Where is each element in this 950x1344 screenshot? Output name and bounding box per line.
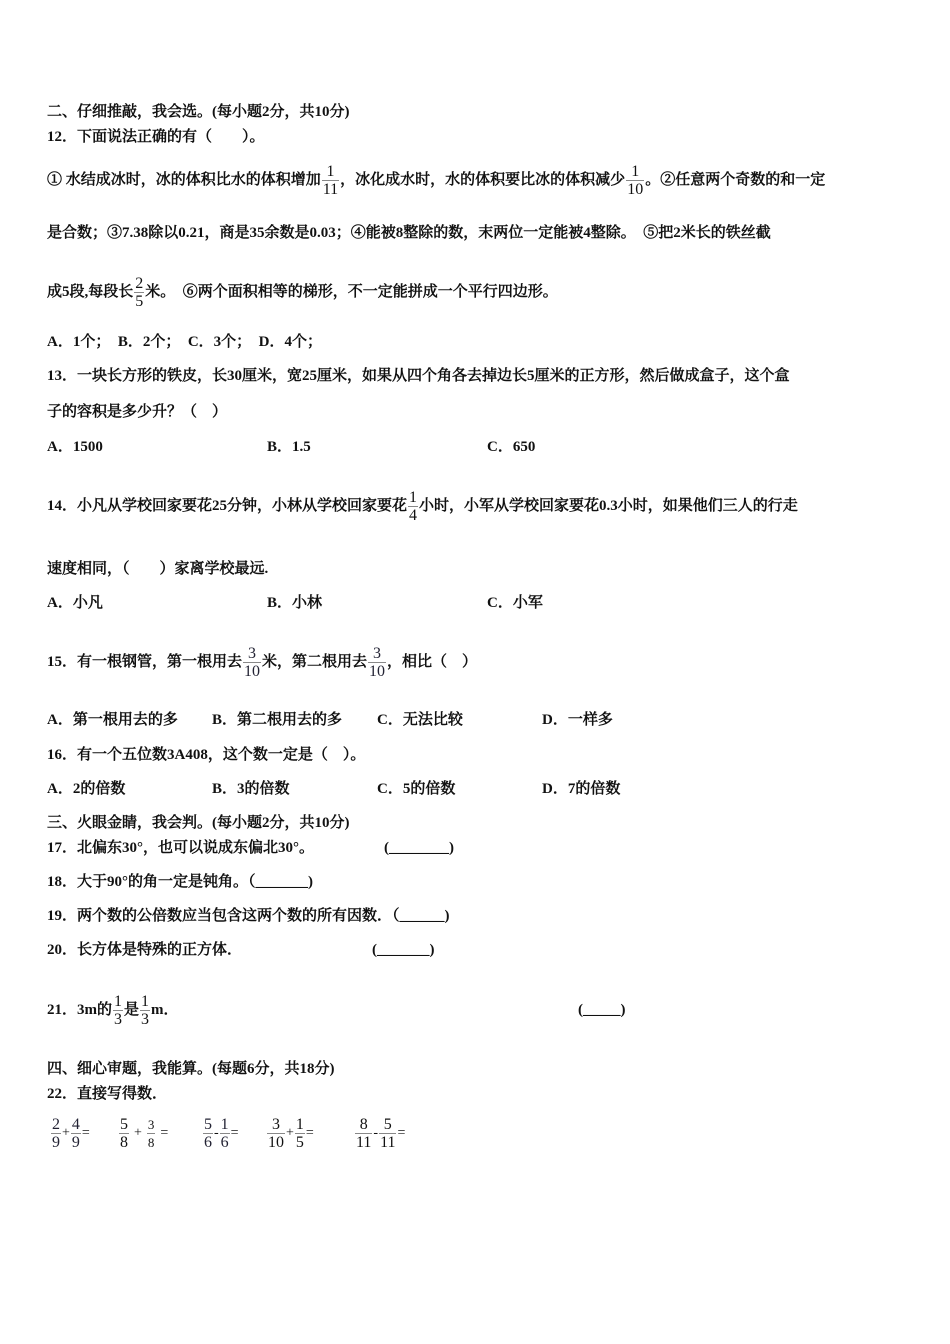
q12-line1	[47, 160, 825, 200]
q12-options: A．1个； B．2个； C．3个； D．4个；	[47, 334, 323, 350]
q15-option-d: D．一样多	[542, 712, 613, 728]
q21-stem	[47, 988, 179, 1032]
q16-option-a: A．2的倍数	[47, 781, 126, 797]
text: m．	[151, 1002, 179, 1018]
q16-option-c: C．5的倍数	[377, 781, 456, 797]
fraction: $\frac{1}{4}$	[409, 489, 418, 525]
q13-line1: 13．一块长方形的铁皮，长30厘米，宽25厘米，如果从四个角各去掉边长5厘米的正方形，然后做成盒子，这个盒	[47, 368, 790, 384]
text: ① 水结成冰时，冰的体积比水的体积增加	[47, 172, 321, 188]
q15-option-c: C．无法比较	[377, 712, 463, 728]
q12-line2: 是合数；③7.38除以0.21，商是35余数是0.03；④能被8整除的数，末两位一定能被4整除。 ⑤把2米长的铁丝截	[47, 225, 771, 241]
text: 小时，小军从学校回家要花0.3小时，如果他们三人的行走	[419, 498, 798, 514]
q20-stem: 20．长方体是特殊的正方体．	[47, 942, 243, 958]
text: 14．小凡从学校回家要花25分钟，小林从学校回家要花	[47, 498, 408, 514]
q13-option-b: B．1.5	[267, 439, 311, 455]
q12-stem: 12．下面说法正确的有（ ）。	[47, 129, 265, 145]
q18-stem: 18．大于90°的角一定是钝角。（_______)	[47, 874, 313, 890]
fraction: $\frac{1}{3}$	[114, 993, 122, 1029]
q14-line2: 速度相同，（ ）家离学校最远.	[47, 561, 269, 577]
q16-stem: 16．有一个五位数3A408，这个数一定是（ ）。	[47, 747, 366, 763]
q20-answer-blank[interactable]: (_______)	[372, 942, 435, 958]
q14-option-c: C．小军	[487, 595, 543, 611]
fraction: $\frac{1}{10}$	[627, 163, 644, 199]
q14-option-a: A．小凡	[47, 595, 103, 611]
q14-line1	[47, 484, 798, 528]
q16-option-b: B．3的倍数	[212, 781, 290, 797]
calc-item-4: $\frac{3}{10}$ + $\frac{1}{5}$ =	[268, 1116, 314, 1151]
q15-stem	[47, 640, 477, 684]
q15-option-b: B．第二根用去的多	[212, 712, 343, 728]
q15-option-a: A．第一根用去的多	[47, 712, 178, 728]
fraction: $\frac{3}{10}$	[369, 645, 386, 681]
text: 米。 ⑥两个面积相等的梯形，不一定能拼成一个平行四边形。	[145, 284, 558, 300]
text: ，相比（ ）	[387, 654, 478, 670]
calc-item-3: $\frac{5}{6}$ - $\frac{1}{6}$ =	[204, 1116, 239, 1151]
text: 21．3m的	[47, 1002, 112, 1018]
text: 成5段,每段长	[47, 284, 134, 300]
text: 。②任意两个奇数的和一定	[645, 172, 826, 188]
text: ，冰化成水时，水的体积要比冰的体积减少	[340, 172, 626, 188]
section-4-title: 四、细心审题，我能算。(每题6分，共18分)	[47, 1061, 335, 1077]
q14-option-b: B．小林	[267, 595, 323, 611]
q17-stem: 17．北偏东30°，也可以说成东偏北30°。	[47, 840, 314, 856]
section-3-title: 三、火眼金睛，我会判。(每小题2分，共10分)	[47, 815, 350, 831]
q12-line3	[47, 272, 558, 312]
fraction: $\frac{1}{11}$	[322, 163, 339, 199]
q16-option-d: D．7的倍数	[542, 781, 621, 797]
calc-item-2: $\frac{5}{8}$ + $\frac{3}{8}$ =	[120, 1116, 169, 1151]
text: 米，第二根用去	[262, 654, 368, 670]
calc-item-1: $\frac{2}{9}$ + $\frac{4}{9}$ =	[52, 1116, 90, 1151]
calc-item-5: $\frac{8}{11}$ - $\frac{5}{11}$ =	[356, 1116, 406, 1151]
q13-line2: 子的容积是多少升？（ ）	[47, 404, 228, 420]
q19-stem: 19．两个数的公倍数应当包含这两个数的所有因数．（______)	[47, 908, 450, 924]
fraction: $\frac{3}{10}$	[244, 645, 261, 681]
q13-option-a: A．1500	[47, 439, 103, 455]
fraction: $\frac{1}{3}$	[141, 993, 150, 1029]
text: 15．有一根钢管，第一根用去	[47, 654, 243, 670]
section-2-title: 二、仔细推敲，我会选。(每小题2分，共10分)	[47, 104, 350, 120]
q13-option-c: C．650	[487, 439, 536, 455]
fraction: $\frac{2}{5}$	[135, 275, 144, 311]
q17-answer-blank[interactable]: (________)	[384, 840, 454, 856]
q21-answer-blank[interactable]: (_____)	[578, 1002, 626, 1018]
q22-stem: 22．直接写得数．	[47, 1086, 168, 1102]
text: 是	[124, 1002, 140, 1018]
